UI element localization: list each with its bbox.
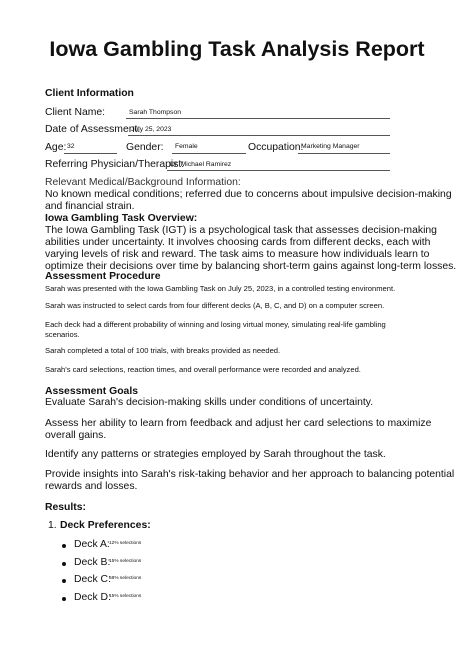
age-underline bbox=[64, 153, 117, 154]
assessment-date-underline bbox=[128, 135, 390, 136]
gender-label: Gender: bbox=[126, 142, 164, 153]
goal-line: Assess her ability to learn from feedback and adjust her card selections to maximize bbox=[45, 418, 432, 429]
referring-underline bbox=[167, 170, 390, 171]
goal-line: Evaluate Sarah's decision-making skills under conditions of uncertainty. bbox=[45, 397, 374, 408]
overview-line: varying levels of risk and reward. The task aims to measure how individuals learn to bbox=[45, 249, 430, 260]
assessment-date-value: July 25, 2023 bbox=[131, 126, 172, 133]
age-label: Age: bbox=[45, 142, 67, 153]
procedure-paragraph: Sarah completed a total of 100 trials, with breaks provided as needed. bbox=[45, 346, 281, 355]
client-name-value: Sarah Thompson bbox=[129, 109, 182, 116]
procedure-paragraph: scenarios. bbox=[45, 330, 80, 339]
client-info-heading: Client Information bbox=[45, 88, 134, 99]
overview-heading: Iowa Gambling Task Overview: bbox=[45, 213, 198, 224]
bullet-icon bbox=[62, 544, 66, 548]
client-name-underline bbox=[126, 118, 390, 119]
gender-underline bbox=[172, 153, 246, 154]
deck-preferences-heading: Deck Preferences: bbox=[60, 520, 151, 531]
goal-line: Identify any patterns or strategies employed by Sarah throughout the task. bbox=[45, 449, 386, 460]
procedure-paragraph: Each deck had a different probability of winning and losing virtual money, simulating real-life gambling bbox=[45, 320, 386, 329]
age-value: 32 bbox=[67, 143, 75, 150]
client-name-label: Client Name: bbox=[45, 107, 106, 118]
deck-c-value: 58% selections bbox=[109, 576, 142, 581]
occupation-label: Occupation: bbox=[248, 142, 304, 153]
result-item-number: 1. bbox=[48, 520, 57, 531]
procedure-paragraph: Sarah was instructed to select cards from four different decks (A, B, C, and D) on a computer screen. bbox=[45, 301, 385, 310]
goal-line: Provide insights into Sarah's risk-taking behavior and her approach to balancing potential bbox=[45, 469, 455, 480]
deck-a-label: Deck A: bbox=[74, 539, 110, 550]
occupation-value: Marketing Manager bbox=[301, 143, 360, 150]
referring-value: Dr. Michael Ramirez bbox=[170, 161, 232, 168]
overview-line: abilities under uncertainty. It involves choosing cards from different decks, each with bbox=[45, 237, 431, 248]
goals-heading: Assessment Goals bbox=[45, 386, 138, 397]
bullet-icon bbox=[62, 562, 66, 566]
procedure-heading: Assessment Procedure bbox=[45, 271, 161, 282]
results-heading: Results: bbox=[45, 502, 86, 513]
bullet-icon bbox=[62, 597, 66, 601]
overview-line: The Iowa Gambling Task (IGT) is a psychological task that assesses decision-making bbox=[45, 225, 437, 236]
goal-line: overall gains. bbox=[45, 430, 107, 441]
gender-value: Female bbox=[175, 143, 198, 150]
deck-a-value: 12% selections bbox=[109, 541, 142, 546]
deck-b-value: 15% selections bbox=[109, 559, 142, 564]
background-label: Relevant Medical/Background Information: bbox=[45, 177, 241, 188]
procedure-paragraph: Sarah was presented with the Iowa Gambling Task on July 25, 2023, in a controlled testing environment. bbox=[45, 284, 396, 293]
referring-label: Referring Physician/Therapist: bbox=[45, 159, 185, 170]
deck-d-value: 15% selections bbox=[109, 594, 142, 599]
goal-line: rewards and losses. bbox=[45, 481, 138, 492]
bullet-icon bbox=[62, 579, 66, 583]
background-line: No known medical conditions; referred due to concerns about impulsive decision-making bbox=[45, 189, 452, 200]
deck-c-label: Deck C: bbox=[74, 574, 111, 585]
background-line: and financial strain. bbox=[45, 201, 135, 212]
deck-b-label: Deck B: bbox=[74, 557, 111, 568]
report-title: Iowa Gambling Task Analysis Report bbox=[49, 37, 425, 61]
procedure-paragraph: Sarah's card selections, reaction times, and overall performance were recorded and analyzed. bbox=[45, 365, 361, 374]
assessment-date-label: Date of Assessment: bbox=[45, 124, 141, 135]
deck-d-label: Deck D: bbox=[74, 592, 111, 603]
overview-line: optimize their decisions over time by balancing short-term gains against long-term losses. bbox=[45, 261, 457, 272]
occupation-underline bbox=[298, 153, 390, 154]
